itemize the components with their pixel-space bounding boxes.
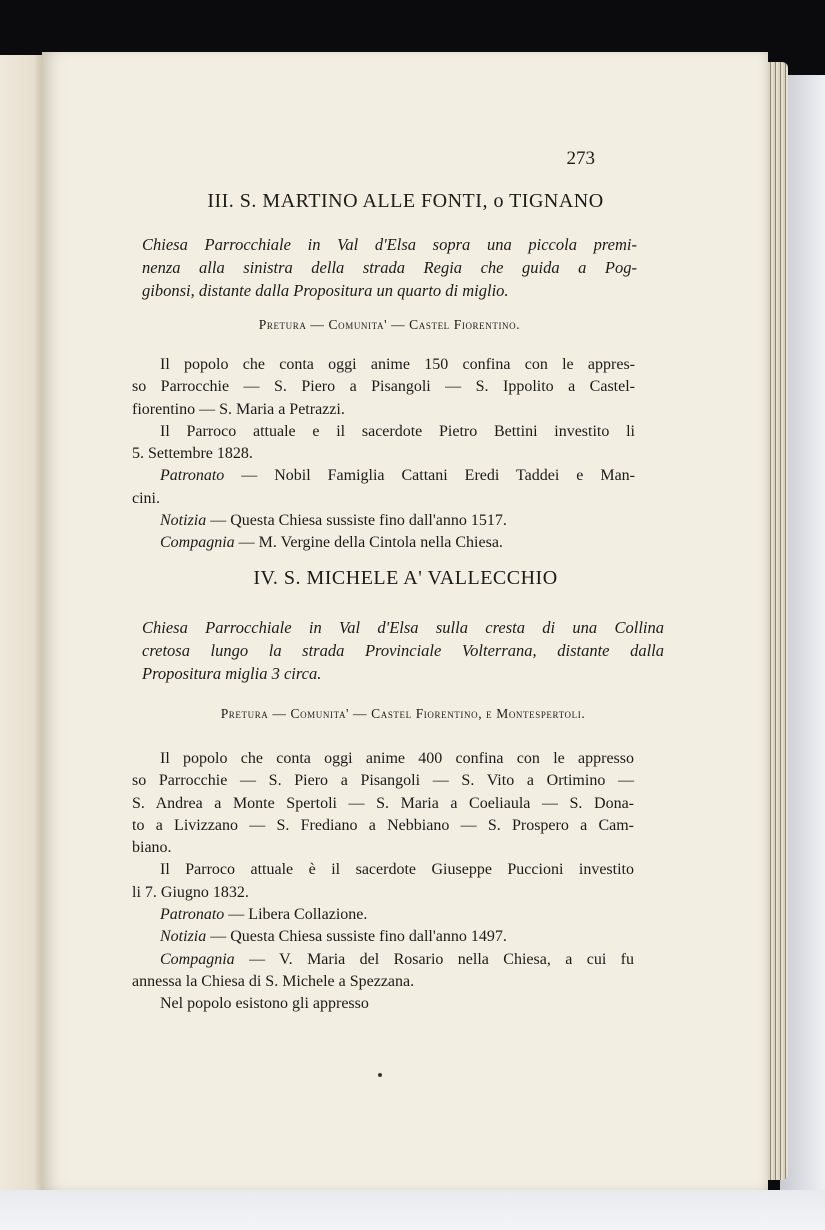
body-line: li 7. Giugno 1832. xyxy=(132,883,249,901)
body-line: Il Parroco attuale e il sacerdote Pietro Bettini investito li xyxy=(160,422,635,440)
body-line: biano. xyxy=(132,839,172,857)
body-line: Notizia — Questa Chiesa sussiste fino dall'anno 1497. xyxy=(160,928,507,946)
book-page xyxy=(42,52,768,1190)
body-line: so Parrocchie — S. Piero a Pisangoli — S. Ippolito a Castel- xyxy=(132,378,635,396)
intro-line: Chiesa Parrocchiale in Val d'Elsa sopra una piccola premi- xyxy=(142,235,637,254)
facing-page-edge xyxy=(0,55,43,1190)
body-line: to a Livizzano — S. Frediano a Nebbiano — S. Prospero a Cam- xyxy=(132,816,634,834)
body-line: Il Parroco attuale è il sacerdote Giuseppe Puccioni investito xyxy=(160,861,634,879)
section-title-iv: IV. S. MICHELE A' VALLECCHIO xyxy=(253,567,558,589)
intro-line: Chiesa Parrocchiale in Val d'Elsa sulla cresta di una Collina xyxy=(142,618,664,637)
page-number: 273 xyxy=(566,148,595,169)
printer-mark xyxy=(378,1073,382,1077)
section-body-iii xyxy=(132,354,635,555)
body-line: Il popolo che conta oggi anime 400 confina con le appresso xyxy=(160,750,634,767)
body-line: S. Andrea a Monte Spertoli — S. Maria a Coeliaula — S. Dona- xyxy=(132,794,634,812)
body-line: fiorentino — S. Maria a Petrazzi. xyxy=(132,400,345,418)
admin-line-iii: Pretura — Comunita' — Castel Fiorentino. xyxy=(258,317,521,332)
section-intro-iv xyxy=(142,616,664,685)
section-intro-iii xyxy=(142,233,637,302)
table-surface-bottom xyxy=(0,1190,825,1230)
admin-line-iv: Pretura — Comunita' — Castel Fiorentino, e Montespertoli. xyxy=(220,706,586,721)
body-line: Nel popolo esistono gli appresso xyxy=(160,995,369,1013)
body-line: Il popolo che conta oggi anime 150 confina con le appres- xyxy=(160,356,635,373)
body-line: Patronato — Libera Collazione. xyxy=(160,906,368,924)
intro-line: nenza alla sinistra della strada Regia che guida a Pog- xyxy=(142,258,637,277)
body-line: cini. xyxy=(132,489,160,507)
body-line: Notizia — Questa Chiesa sussiste fino dall'anno 1517. xyxy=(160,512,507,530)
body-line: 5. Settembre 1828. xyxy=(132,445,253,463)
section-body-iv xyxy=(132,748,634,1016)
body-line: so Parrocchie — S. Piero a Pisangoli — S. Vito a Ortimino — xyxy=(132,772,634,790)
body-line: annessa la Chiesa di S. Michele a Spezzana. xyxy=(132,972,415,990)
intro-line: gibonsi, distante dalla Propositura un quarto di miglio. xyxy=(142,281,509,300)
intro-line: Propositura miglia 3 circa. xyxy=(142,664,322,683)
body-line: Compagnia — V. Maria del Rosario nella Chiesa, a cui fu xyxy=(160,950,634,968)
body-line: Compagnia — M. Vergine della Cintola nella Chiesa. xyxy=(160,534,503,552)
section-title-iii: III. S. MARTINO ALLE FONTI, o TIGNANO xyxy=(207,190,604,212)
intro-line: cretosa lungo la strada Provinciale Volterrana, distante dalla xyxy=(142,641,664,660)
body-line: Patronato — Nobil Famiglia Cattani Eredi Taddei e Man- xyxy=(160,467,635,485)
